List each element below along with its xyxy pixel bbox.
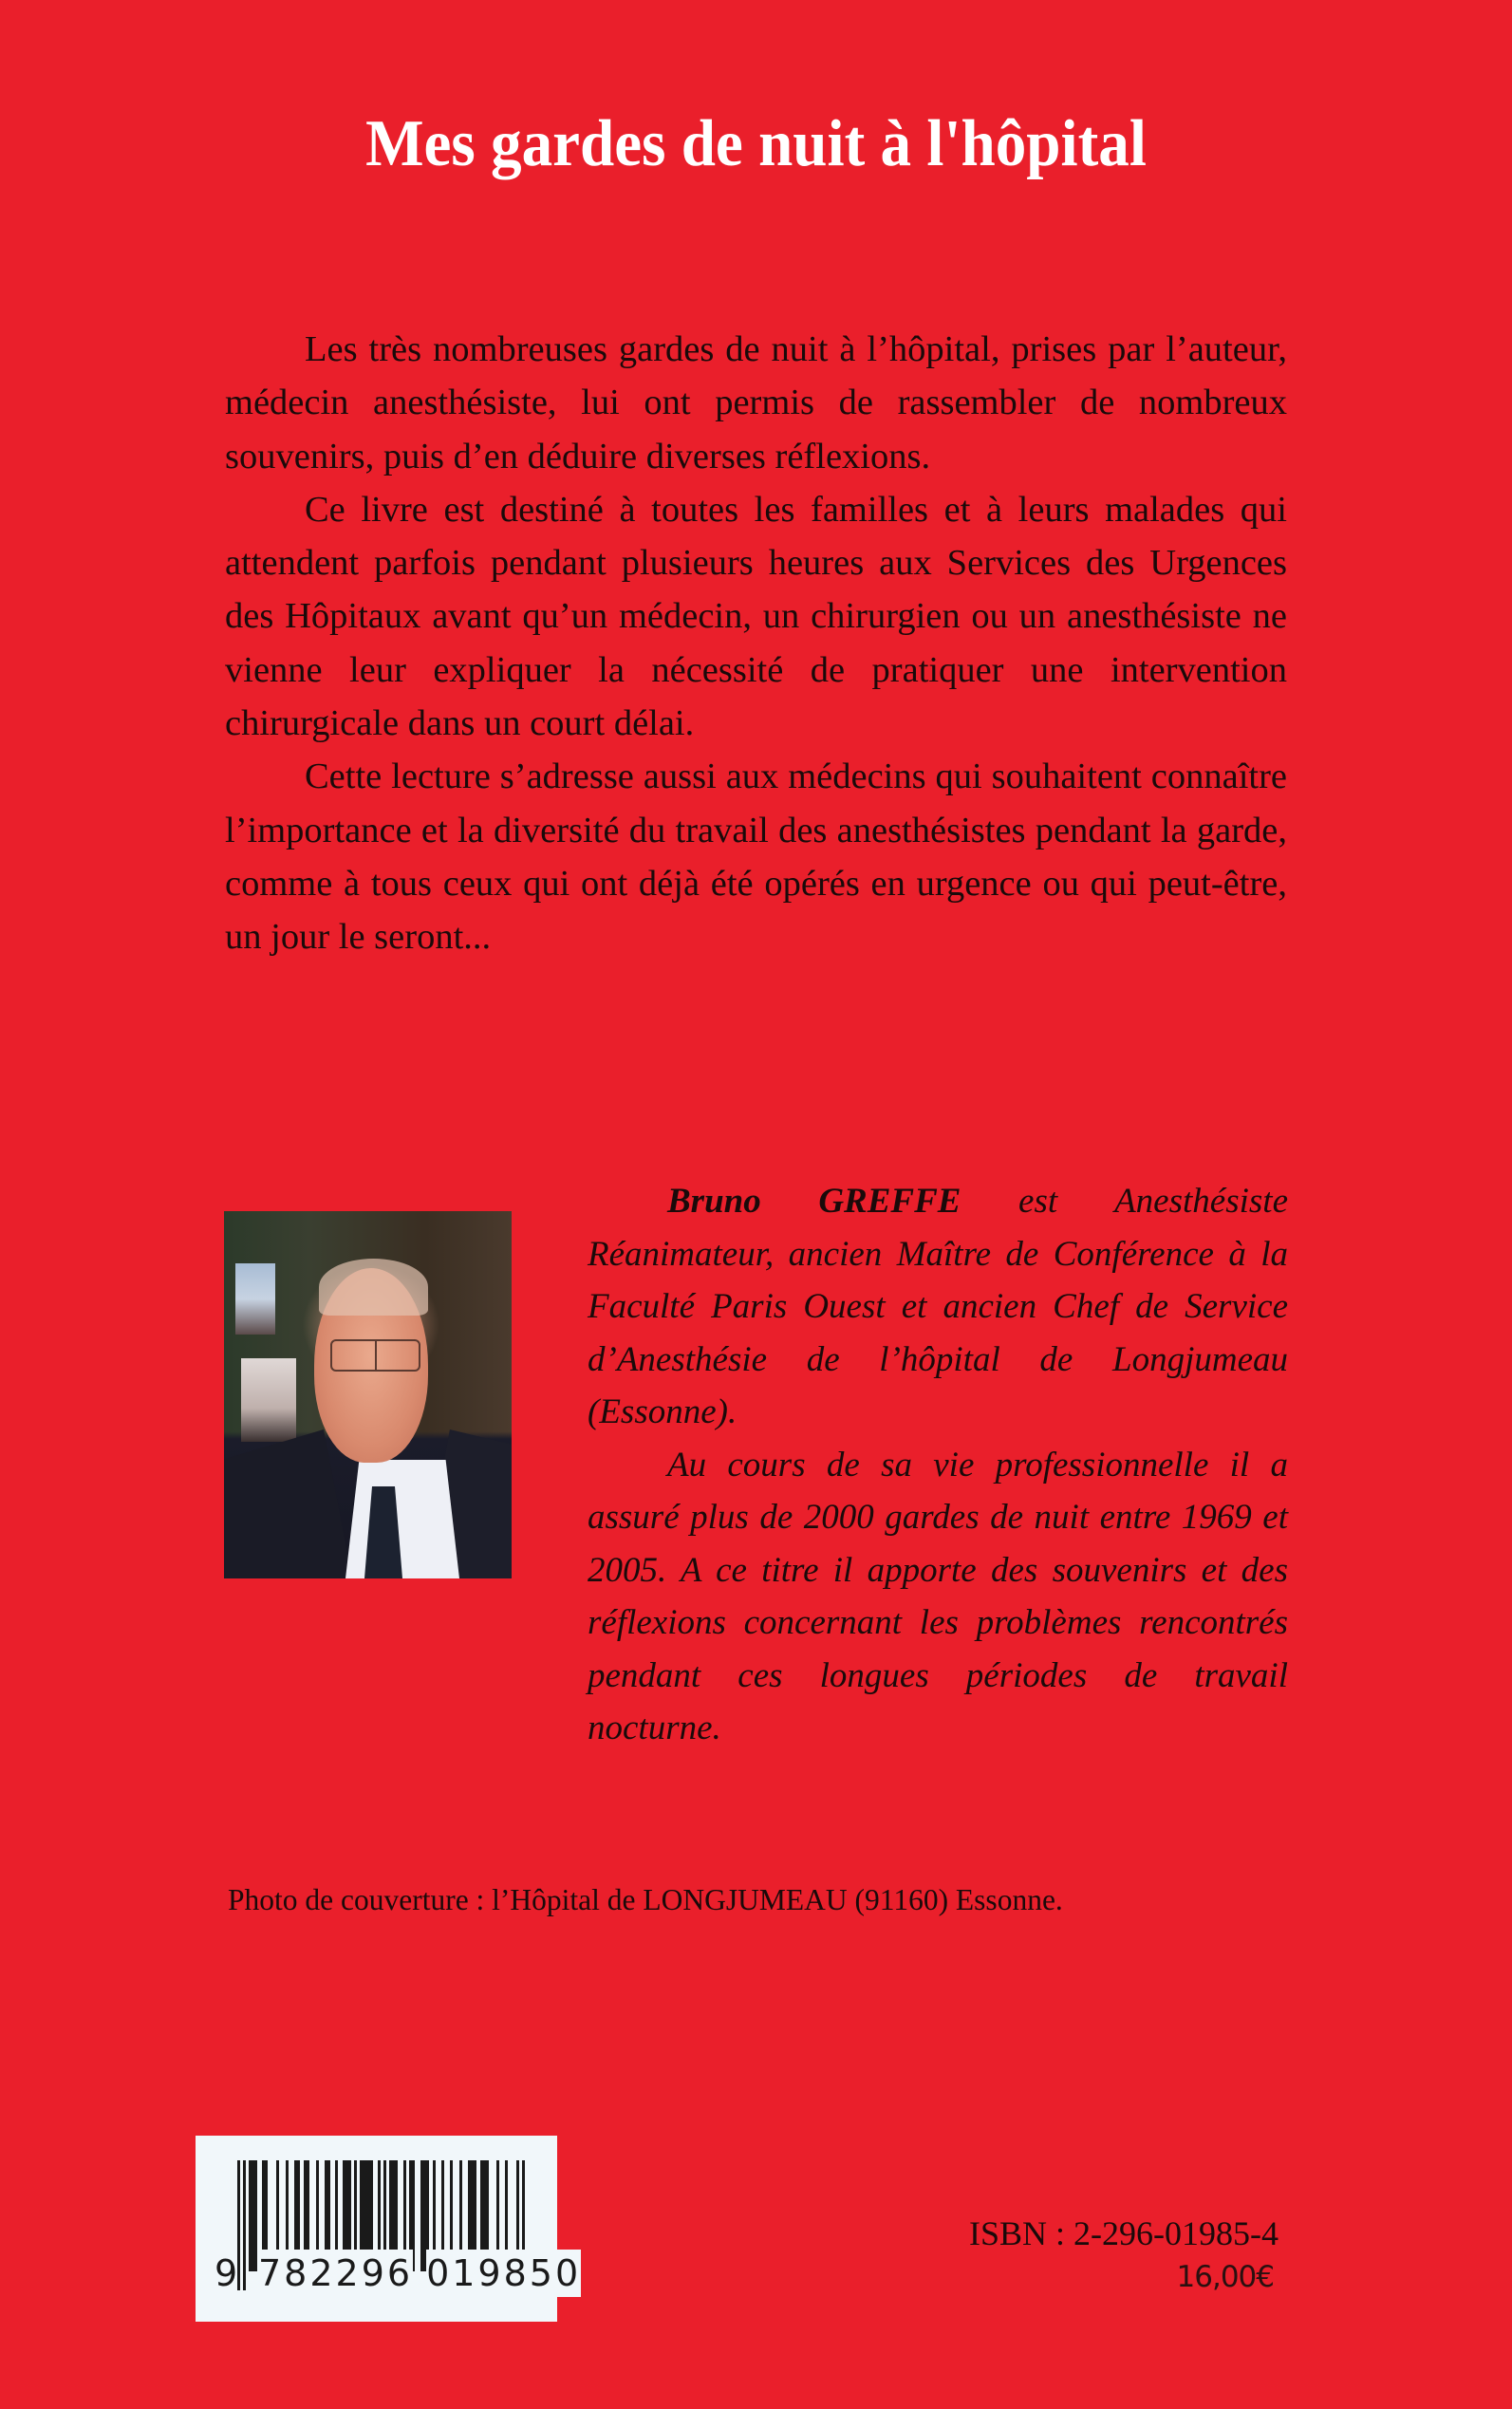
photo-background-poster [235,1263,275,1335]
photo-shirt [345,1460,459,1578]
photo-glasses [330,1339,420,1372]
bio-paragraph-1 [588,1175,1288,1439]
author-photo [224,1211,512,1578]
bio-paragraph-2: Au cours de sa vie professionnelle il a assuré plus de 2000 gardes de nuit entre 1969 et 2005. A ce titre il apporte des souvenirs et des réflexions concernant les problèmes rencontrés pendant ces longues périodes de travail nocturne. [588,1445,1288,1747]
barcode [196,2136,582,2322]
author-name: Bruno GREFFE [667,1182,961,1221]
blurb-paragraph-1: Les très nombreuses gardes de nuit à l’hôpital, prises par l’auteur, médecin anesthésiste, lui ont permis de rassembler de nombreux souvenirs, puis d’en déduire diverses réflexions. [225,329,1287,476]
blurb-paragraph-3: Cette lecture s’adresse aussi aux médecins qui souhaitent connaître l’importance et la diversité du travail des anesthésistes pendant la garde, comme à tous ceux qui ont déjà été opérés en urgence ou qui peut-être, un jour le seront... [225,756,1287,958]
barcode-digits [215,2250,582,2297]
barcode-digits-left: 782296 [258,2250,413,2297]
bio-paragraph-1-text: est Anesthésiste Réanimateur, ancien Maître de Conférence à la Faculté Paris Ouest et ancien Chef de Service d’Anesthésie de l’hôpital de Longjumeau (Essonne). [588,1182,1288,1431]
back-cover-blurb [225,323,1287,964]
price: 16,00€ [1176,2260,1274,2294]
barcode-digits-right: 019850 [426,2250,581,2297]
photo-background-poster [241,1358,296,1442]
author-bio [588,1175,1288,1755]
blurb-paragraph-2: Ce livre est destiné à toutes les familles et à leurs malades qui attendent parfois pendant plusieurs heures aux Services des Urgences des Hôpitaux avant qu’un médecin, un chirurgien ou un anesthésiste ne vienne leur expliquer la nécessité de pratiquer une intervention chirurgicale dans un court délai. [225,489,1287,744]
book-title: Mes gardes de nuit à l'hôpital [365,107,1147,180]
cover-photo-credit: Photo de couverture : l’Hôpital de LONGJUMEAU (91160) Essonne. [228,1883,1063,1916]
photo-hair [319,1259,428,1316]
isbn: ISBN : 2-296-01985-4 [969,2214,1279,2252]
barcode-digit-first: 9 [215,2250,237,2297]
